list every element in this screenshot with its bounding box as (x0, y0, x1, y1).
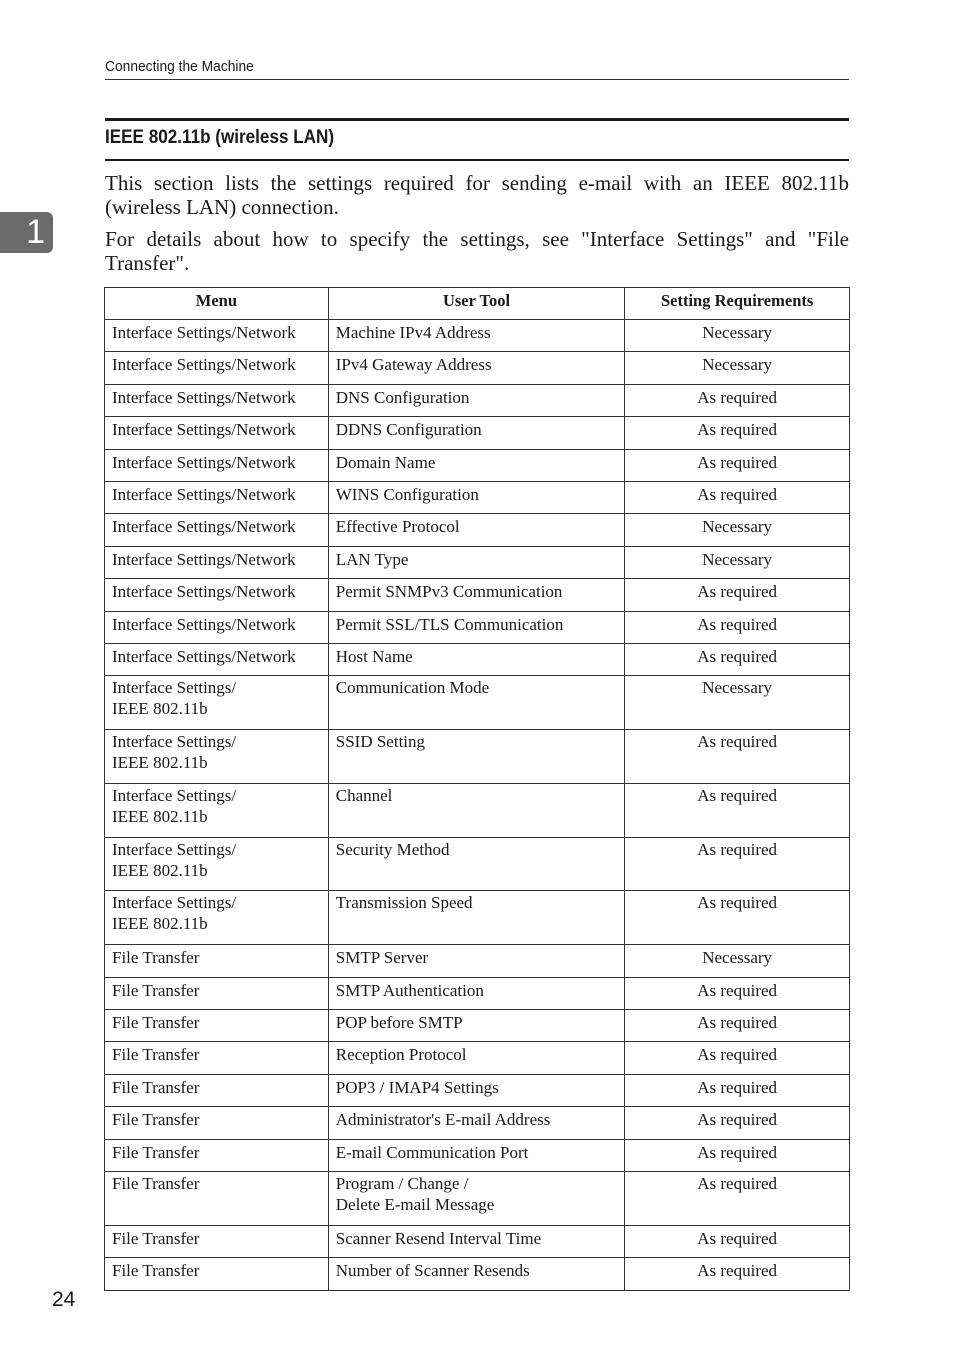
running-header: Connecting the Machine (105, 58, 254, 75)
cell-setting-requirement: As required (625, 837, 850, 891)
section-title: IEEE 802.11b (wireless LAN) (105, 127, 335, 148)
cell-menu: Interface Settings/Network (105, 481, 329, 513)
section-rule-bottom (105, 159, 849, 161)
cell-menu: Interface Settings/Network (105, 643, 329, 675)
cell-user-tool: Effective Protocol (328, 514, 625, 546)
cell-user-tool: Communication Mode (328, 676, 625, 730)
cell-user-tool: Number of Scanner Resends (328, 1258, 625, 1290)
cell-setting-requirement: As required (625, 579, 850, 611)
cell-menu: Interface Settings/Network (105, 611, 329, 643)
cell-setting-requirement: As required (625, 783, 850, 837)
cell-setting-requirement: Necessary (625, 945, 850, 977)
cell-setting-requirement: As required (625, 1225, 850, 1257)
cell-menu: Interface Settings/Network (105, 514, 329, 546)
cell-setting-requirement: As required (625, 481, 850, 513)
cell-menu: Interface Settings/ IEEE 802.11b (105, 783, 329, 837)
cell-menu: Interface Settings/ IEEE 802.11b (105, 676, 329, 730)
cell-user-tool: LAN Type (328, 546, 625, 578)
cell-setting-requirement: As required (625, 977, 850, 1009)
table-row (105, 1172, 850, 1226)
cell-setting-requirement: As required (625, 384, 850, 416)
cell-setting-requirement: As required (625, 611, 850, 643)
cell-setting-requirement: As required (625, 643, 850, 675)
cell-user-tool: Domain Name (328, 449, 625, 481)
cell-user-tool: POP3 / IMAP4 Settings (328, 1074, 625, 1106)
table-row (105, 1139, 850, 1171)
table-row (105, 579, 850, 611)
cell-menu: Interface Settings/ IEEE 802.11b (105, 837, 329, 891)
table-header-row (105, 288, 850, 320)
cell-setting-requirement: As required (625, 730, 850, 784)
cell-user-tool: Host Name (328, 643, 625, 675)
table-row (105, 481, 850, 513)
header-user-tool: User Tool (328, 288, 625, 320)
cell-menu: File Transfer (105, 1074, 329, 1106)
cell-user-tool: Channel (328, 783, 625, 837)
cell-menu: File Transfer (105, 1010, 329, 1042)
cell-menu: Interface Settings/ IEEE 802.11b (105, 891, 329, 945)
table-row (105, 1225, 850, 1257)
table-row (105, 1042, 850, 1074)
cell-user-tool: DNS Configuration (328, 384, 625, 416)
table-row (105, 643, 850, 675)
cell-user-tool: SMTP Server (328, 945, 625, 977)
cell-setting-requirement: As required (625, 1258, 850, 1290)
cell-menu: File Transfer (105, 1139, 329, 1171)
table-row (105, 546, 850, 578)
cell-user-tool: Reception Protocol (328, 1042, 625, 1074)
details-paragraph: For details about how to specify the settings, see "Interface Settings" and "File Transfer". (105, 227, 849, 275)
cell-user-tool: Transmission Speed (328, 891, 625, 945)
table-row (105, 1010, 850, 1042)
cell-menu: Interface Settings/Network (105, 352, 329, 384)
header-setting-requirements: Setting Requirements (625, 288, 850, 320)
cell-menu: Interface Settings/Network (105, 449, 329, 481)
table-row (105, 783, 850, 837)
cell-menu: Interface Settings/Network (105, 417, 329, 449)
table-row (105, 1258, 850, 1290)
table-row (105, 977, 850, 1009)
table-row (105, 384, 850, 416)
cell-setting-requirement: As required (625, 1010, 850, 1042)
cell-menu: Interface Settings/Network (105, 384, 329, 416)
cell-user-tool: SSID Setting (328, 730, 625, 784)
section-rule-top (105, 118, 849, 121)
header-menu: Menu (105, 288, 329, 320)
table-row (105, 1074, 850, 1106)
intro-paragraph: This section lists the settings required for sending e-mail with an IEEE 802.11b (wireless LAN) connection. (105, 171, 849, 219)
table-row (105, 730, 850, 784)
table-row (105, 891, 850, 945)
table-row (105, 320, 850, 352)
cell-setting-requirement: Necessary (625, 514, 850, 546)
cell-setting-requirement: Necessary (625, 352, 850, 384)
cell-setting-requirement: As required (625, 1074, 850, 1106)
table-row (105, 837, 850, 891)
cell-menu: File Transfer (105, 1225, 329, 1257)
cell-user-tool: Machine IPv4 Address (328, 320, 625, 352)
cell-user-tool: E-mail Communication Port (328, 1139, 625, 1171)
table-body (105, 320, 850, 1291)
cell-menu: File Transfer (105, 1258, 329, 1290)
cell-menu: File Transfer (105, 1042, 329, 1074)
cell-user-tool: Security Method (328, 837, 625, 891)
cell-user-tool: Permit SNMPv3 Communication (328, 579, 625, 611)
cell-user-tool: Administrator's E-mail Address (328, 1107, 625, 1139)
header-rule (105, 79, 849, 80)
cell-setting-requirement: As required (625, 417, 850, 449)
cell-menu: File Transfer (105, 977, 329, 1009)
table-row (105, 449, 850, 481)
cell-menu: Interface Settings/Network (105, 320, 329, 352)
cell-user-tool: POP before SMTP (328, 1010, 625, 1042)
table-row (105, 417, 850, 449)
cell-menu: File Transfer (105, 1172, 329, 1226)
cell-setting-requirement: As required (625, 1172, 850, 1226)
page-number: 24 (52, 1288, 76, 1311)
cell-user-tool: Scanner Resend Interval Time (328, 1225, 625, 1257)
cell-setting-requirement: As required (625, 1107, 850, 1139)
cell-menu: Interface Settings/ IEEE 802.11b (105, 730, 329, 784)
cell-setting-requirement: As required (625, 891, 850, 945)
cell-menu: File Transfer (105, 945, 329, 977)
cell-setting-requirement: As required (625, 1042, 850, 1074)
cell-menu: Interface Settings/Network (105, 546, 329, 578)
cell-setting-requirement: Necessary (625, 320, 850, 352)
cell-user-tool: Permit SSL/TLS Communication (328, 611, 625, 643)
cell-setting-requirement: Necessary (625, 676, 850, 730)
cell-setting-requirement: Necessary (625, 546, 850, 578)
cell-setting-requirement: As required (625, 449, 850, 481)
table-row (105, 352, 850, 384)
cell-user-tool: WINS Configuration (328, 481, 625, 513)
table-row (105, 945, 850, 977)
cell-user-tool: SMTP Authentication (328, 977, 625, 1009)
chapter-tab: 1 (0, 212, 53, 253)
settings-table (104, 287, 850, 1291)
cell-setting-requirement: As required (625, 1139, 850, 1171)
table-row (105, 676, 850, 730)
cell-user-tool: Program / Change / Delete E-mail Message (328, 1172, 625, 1226)
cell-user-tool: DDNS Configuration (328, 417, 625, 449)
table-row (105, 514, 850, 546)
table-row (105, 1107, 850, 1139)
cell-menu: Interface Settings/Network (105, 579, 329, 611)
cell-user-tool: IPv4 Gateway Address (328, 352, 625, 384)
cell-menu: File Transfer (105, 1107, 329, 1139)
table-row (105, 611, 850, 643)
